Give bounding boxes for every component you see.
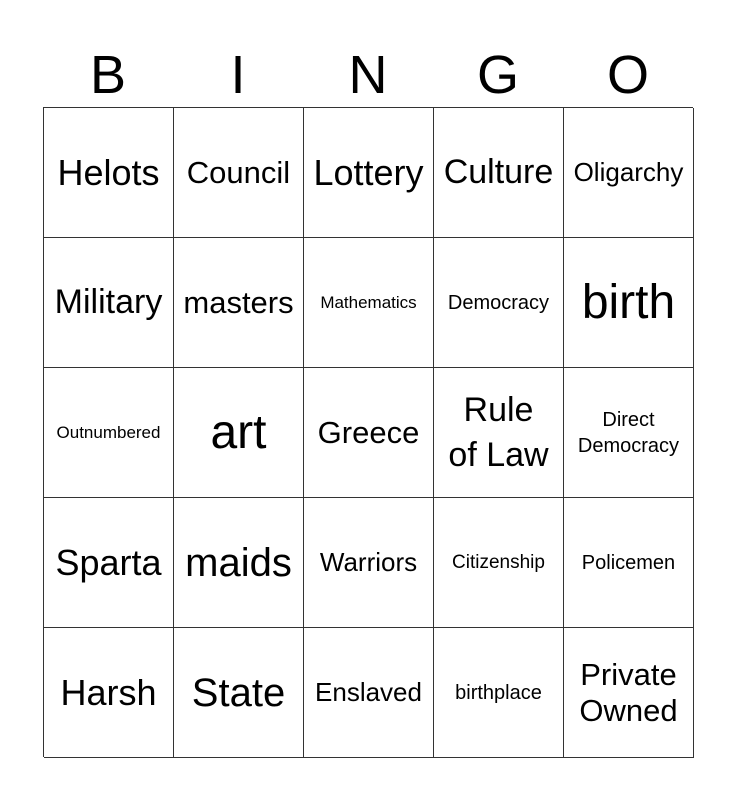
bingo-cell[interactable] (304, 368, 434, 498)
header-letter-o: O (606, 45, 649, 105)
bingo-cell[interactable] (304, 498, 434, 628)
bingo-cell[interactable] (44, 368, 174, 498)
cell-label: Outnumbered (56, 422, 161, 442)
bingo-cell[interactable] (44, 628, 174, 758)
header-letter-n: N (348, 45, 388, 105)
cell-label: art (210, 405, 267, 459)
cell-label: Council (186, 154, 291, 190)
cell-label: birthplace (455, 681, 542, 704)
cell-label: Rule of Law (448, 391, 549, 474)
cell-label: Policemen (581, 551, 676, 574)
cell-label: Military (54, 283, 163, 322)
cell-label: Mathematics (320, 292, 417, 312)
cell-label: Warriors (319, 546, 418, 577)
cell-label: masters (183, 284, 294, 320)
cell-label: Sparta (55, 541, 162, 583)
bingo-board (43, 107, 693, 757)
cell-label: State (191, 670, 286, 715)
bingo-cell[interactable] (44, 238, 174, 368)
cell-label: Culture (443, 153, 554, 192)
cell-label: Helots (57, 151, 160, 193)
cell-label: Lottery (313, 151, 424, 193)
bingo-cell[interactable] (44, 498, 174, 628)
bingo-cell[interactable] (434, 498, 564, 628)
bingo-cell[interactable] (564, 368, 694, 498)
bingo-cell[interactable] (564, 108, 694, 238)
bingo-cell[interactable] (174, 628, 304, 758)
cell-label: Harsh (60, 671, 157, 713)
cell-label: Oligarchy (573, 156, 684, 187)
cell-label: Enslaved (315, 676, 422, 707)
bingo-cell[interactable] (434, 368, 564, 498)
bingo-cell[interactable] (304, 628, 434, 758)
cell-label: Direct Democracy (577, 408, 680, 457)
bingo-cell[interactable] (304, 238, 434, 368)
bingo-cell[interactable] (44, 108, 174, 238)
bingo-cell[interactable] (564, 498, 694, 628)
cell-label: maids (185, 540, 292, 585)
bingo-cell[interactable] (174, 498, 304, 628)
cell-label: Greece (317, 414, 420, 450)
bingo-cell[interactable] (564, 628, 694, 758)
cell-label: Private Owned (579, 656, 678, 728)
bingo-header (43, 44, 693, 106)
bingo-cell[interactable] (174, 108, 304, 238)
bingo-cell[interactable] (434, 108, 564, 238)
cell-label: Democracy (447, 291, 550, 314)
header-letter-b: B (89, 45, 127, 105)
bingo-cell[interactable] (174, 368, 304, 498)
header-letter-g: G (476, 45, 519, 105)
bingo-cell[interactable] (434, 628, 564, 758)
cell-label: Citizenship (452, 551, 545, 573)
bingo-cell[interactable] (564, 238, 694, 368)
bingo-cell[interactable] (304, 108, 434, 238)
header-letter-i: I (230, 45, 246, 105)
bingo-cell[interactable] (174, 238, 304, 368)
cell-label: birth (581, 275, 676, 329)
bingo-cell[interactable] (434, 238, 564, 368)
